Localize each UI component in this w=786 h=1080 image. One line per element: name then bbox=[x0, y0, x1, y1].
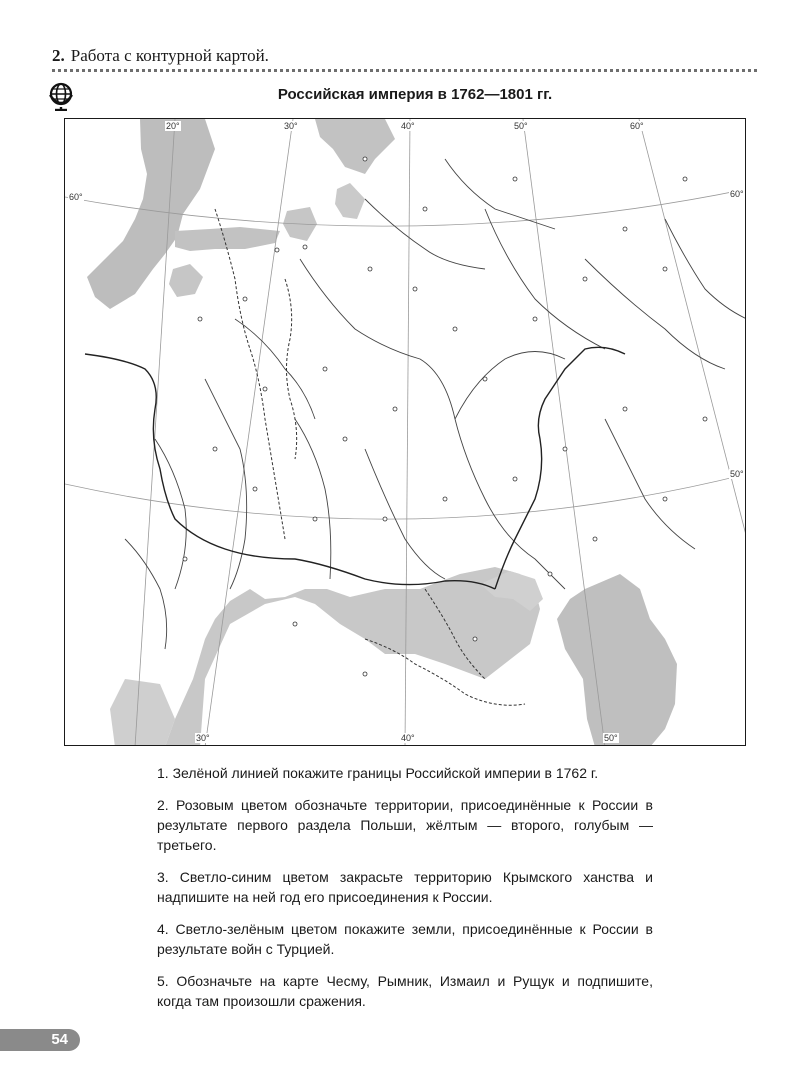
lon-label-30: 30° bbox=[284, 121, 298, 131]
task-title: Работа с контурной картой. bbox=[70, 46, 269, 65]
lon-label-40-bottom: 40° bbox=[401, 733, 415, 743]
page-number: 54 bbox=[51, 1031, 68, 1048]
lon-label-50-bottom: 50° bbox=[604, 733, 618, 743]
map-title: Российская империя в 1762—1801 гг. bbox=[277, 86, 553, 103]
task-item-4: 4. Светло-зелёным цветом покажите земли, присоединённые к России в результате войн с Турцией. bbox=[157, 921, 653, 957]
black-sea bbox=[165, 567, 540, 746]
lat-label-60-right: 60° bbox=[730, 189, 744, 199]
contour-map bbox=[64, 118, 746, 746]
task-heading bbox=[52, 46, 269, 66]
task-item-5: 5. Обозначьте на карте Чесму, Рымник, Измаил и Рущук и подпишите, когда там произошли сражения. bbox=[157, 973, 653, 1009]
aegean-sea bbox=[110, 679, 175, 746]
lon-label-50: 50° bbox=[514, 121, 528, 131]
dotted-divider bbox=[52, 69, 757, 72]
task-item-1: 1. Зелёной линией покажите границы Российской империи в 1762 г. bbox=[157, 765, 599, 781]
page-number-tab bbox=[0, 1029, 80, 1051]
lon-label-40: 40° bbox=[401, 121, 415, 131]
task-list bbox=[157, 763, 653, 1023]
caspian-sea bbox=[557, 574, 677, 746]
lat-label-50-right: 50° bbox=[730, 469, 744, 479]
gulf-of-riga bbox=[169, 264, 203, 297]
task-item-2: 2. Розовым цветом обозначьте территории, присоединённые к России в результате первого раздела Польши, жёлтым — второго, голубым — третьего. bbox=[157, 797, 653, 853]
lat-label-60-left: 60° bbox=[69, 192, 83, 202]
white-sea bbox=[315, 119, 395, 174]
task-number: 2. bbox=[52, 46, 65, 65]
task-item-3: 3. Светло-синим цветом закрасьте территорию Крымского ханства и надпишите на ней год его присоединения к России. bbox=[157, 869, 653, 905]
lon-label-20: 20° bbox=[166, 121, 180, 131]
gulf-of-finland bbox=[175, 227, 280, 251]
lon-label-60: 60° bbox=[630, 121, 644, 131]
lake-onega bbox=[335, 183, 365, 219]
map-drawing bbox=[65, 119, 746, 746]
lon-label-30-bottom: 30° bbox=[196, 733, 210, 743]
